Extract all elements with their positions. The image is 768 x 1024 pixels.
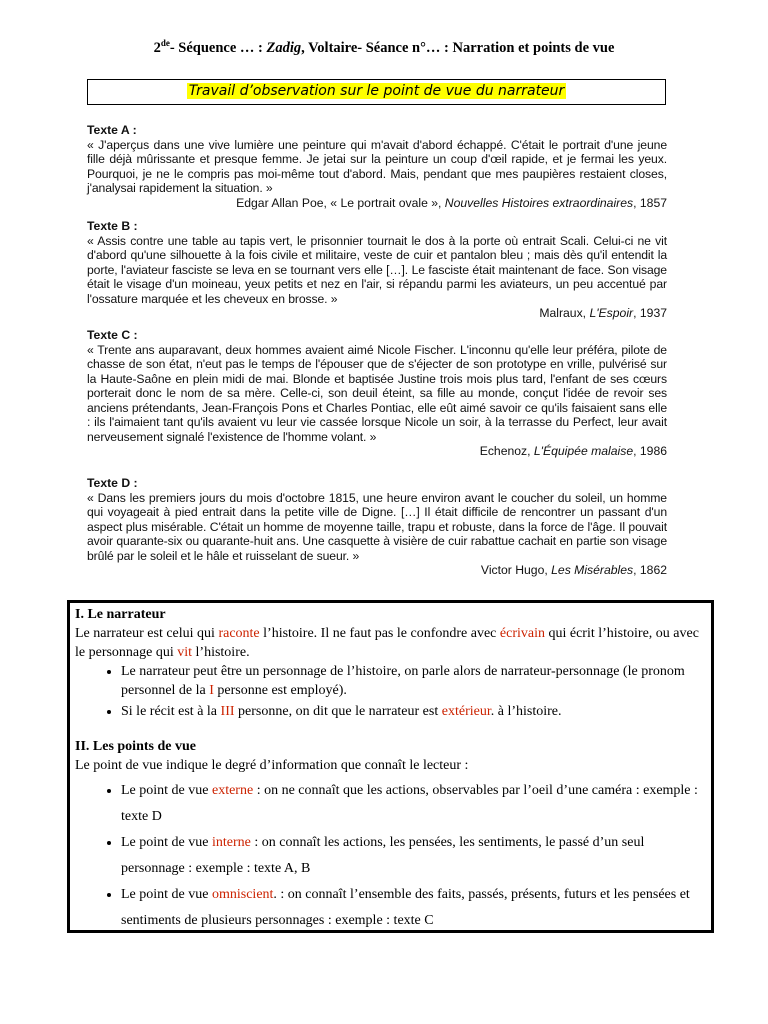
- texte-c: [87, 328, 667, 459]
- header-rest: , Voltaire- Séance n°… : Narration et points de vue: [301, 39, 615, 56]
- header-level: 2: [153, 39, 161, 56]
- section2-intro: Le point de vue indique le degré d’information que connaît le lecteur :: [75, 758, 469, 773]
- header-level-sup: de: [160, 38, 170, 48]
- list-item: • Le point de vue omniscient. : on connaît l’ensemble des faits, passés, présents, futurs et les pensées et sentiments de plusieurs personnages : exemple : texte C: [121, 882, 707, 934]
- texte-body: « Dans les premiers jours du mois d'octobre 1815, une heure environ avant le coucher du soleil, un homme qui voyageait à pied entrait dans la petite ville de Digne. […] Il était difficile de rencontrer un passant d'un aspect plus misérable. C'était un homme de moyenne taille, trapu et robuste, dans la force de l'âge. Il pouvait avoir quarante-six ou quarante-huit ans. Une casquette à visière de cuir rabattue cachait en partie son visage brûlé par le soleil et le hâle et ruisselant de sueur. »: [87, 490, 667, 563]
- section1-intro: Le narrateur est celui qui raconte l’histoire. Il ne faut pas le confondre avec écrivain qui écrit l’histoire, ou avec le personnage qui vit l’histoire.: [75, 626, 699, 660]
- list-item: • Le narrateur peut être un personnage de l’histoire, on parle alors de narrateur-personnage (le pronom personnel de la I personne est employé).: [121, 662, 707, 700]
- list-item: • Si le récit est à la III personne, on dit que le narrateur est extérieur. à l’histoire.: [121, 702, 707, 721]
- texte-body: « Trente ans auparavant, deux hommes avaient aimé Nicole Fischer. L'inconnu qu'elle leur préféra, pilote de chasse de son état, n'eut pas le temps de l'épouser que de s'éjecter de son prototype en vrille, pulvérisé sur la Haute-Saône en plein midi de mai. Blonde et baptisée Justine trois mois plus tard, l'enfant de ses cœurs porterait donc le nom de sa mère. Celle-ci, son deuil éteint, sa fille au monde, conçut l'idée de revoir ses anciens prétendants, Jean-François Pons et Charles Pontiac, elle eût aimé savoir ce qu'ils faisaient sans elle : ils l'aimaient tant qu'ils avaient vu leur vie cassée lorsque Nicole un soir, à la terrasse du Perfect, leur avait nerveusement signalé l'existence de l'homme volant. »: [87, 342, 667, 444]
- header-work: Zadig: [266, 39, 302, 56]
- page-header: [0, 38, 768, 57]
- texte-label: Texte A :: [87, 123, 137, 137]
- texte-source: Echenoz, L'Équipée malaise, 1986: [479, 444, 667, 458]
- section2-list: [75, 778, 707, 934]
- title-box: [87, 79, 666, 105]
- texte-label: Texte D :: [87, 476, 138, 490]
- texte-source: Edgar Allan Poe, « Le portrait ovale », Nouvelles Histoires extraordinaires, 1857: [236, 195, 667, 210]
- texte-a: [87, 123, 667, 210]
- texte-body: « Assis contre une table au tapis vert, le prisonnier tournait le dos à la porte où entrait Scali. Celui-ci ne vit d'abord qu'une silhouette à la fois civile et militaire, veste de cuir et pantalon bleu ; mais dès qu'il entendit la porte, l'aviateur fasciste se leva en se tournant vers elle […]. Le fasciste était maintenant de face. Son visage était le visage d'un moineau, yeux petits et nez en l'air, si répandu parmi les aviateurs, un peu accentué par l'ossature marquée et les cheveux en brosse. »: [87, 233, 667, 306]
- texte-b: [87, 219, 667, 321]
- section1-list: [75, 662, 707, 721]
- section2-heading: II. Les points de vue: [75, 739, 196, 754]
- list-item: • Le point de vue interne : on connaît les actions, les pensées, les sentiments, le passé d’un seul personnage : exemple : texte A, B: [121, 830, 707, 882]
- texte-label: Texte B :: [87, 219, 138, 233]
- texte-source: Malraux, L'Espoir, 1937: [539, 306, 667, 320]
- texte-source: Victor Hugo, Les Misérables, 1862: [480, 563, 667, 577]
- texte-d: [87, 476, 667, 578]
- section1-heading: I. Le narrateur: [75, 607, 166, 622]
- texte-body: « J'aperçus dans une vive lumière une peinture qui m'avait d'abord échappé. C'était le portrait d'une jeune fille déjà mûrissante et presque femme. Je jetai sur la peinture un coup d'œil rapide, et je fermai les yeux. Pourquoi, je ne le compris pas moi-même tout d'abord. Mais, pendant que mes paupières restaient closes, j'analysai rapidement la situation. »: [87, 137, 667, 195]
- list-item: • Le point de vue externe : on ne connaît que les actions, observables par l’oeil d’une caméra : exemple : texte D: [121, 778, 707, 830]
- texte-label: Texte C :: [87, 328, 138, 342]
- title-highlight: Travail d’observation sur le point de vue du narrateur: [188, 83, 565, 99]
- notes-box: [67, 600, 714, 933]
- header-sequence: - Séquence … :: [169, 39, 267, 56]
